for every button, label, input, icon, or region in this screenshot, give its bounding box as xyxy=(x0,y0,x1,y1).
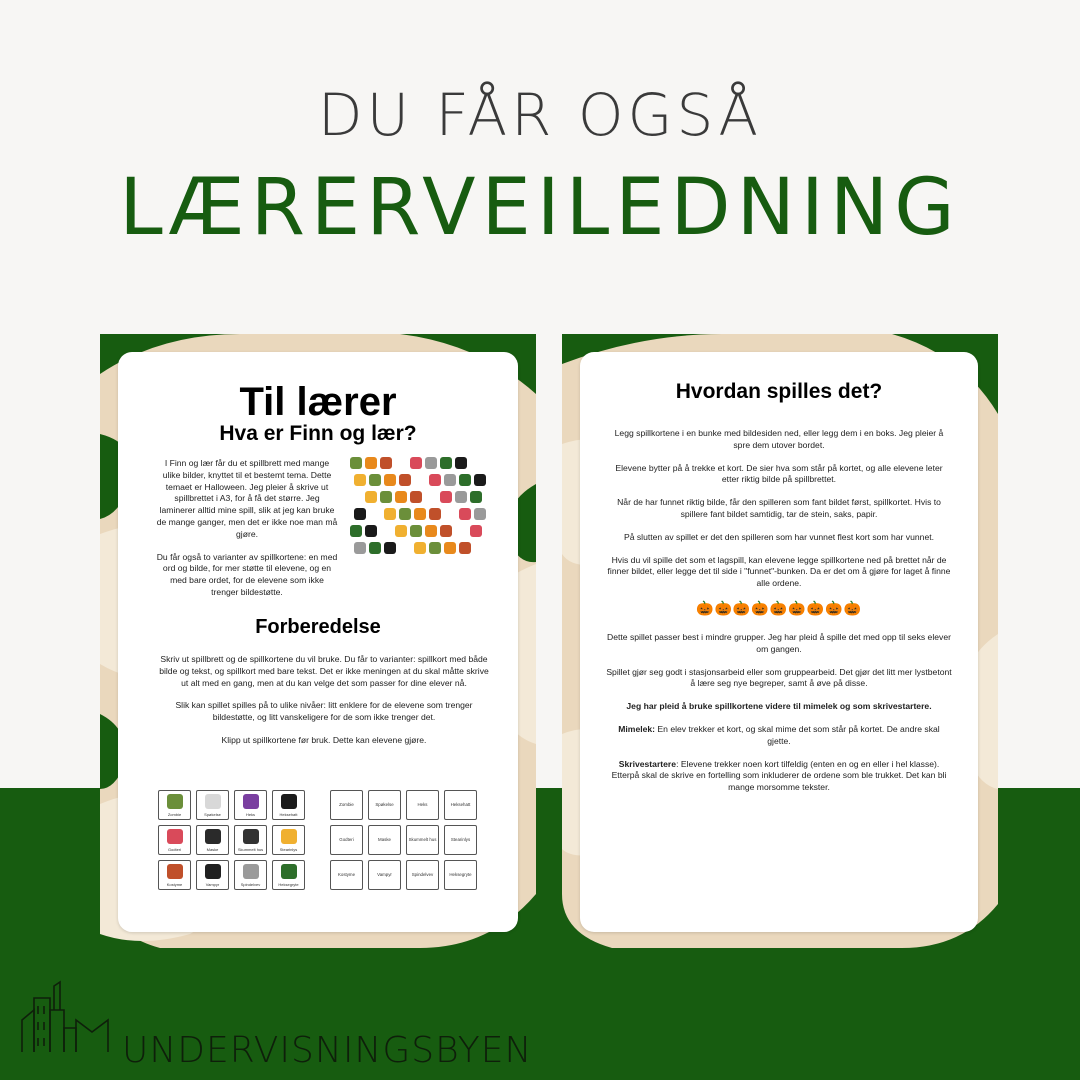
halloween-sticker-icon xyxy=(440,491,452,503)
picture-card-label: Zombie xyxy=(167,812,182,817)
candy-icon xyxy=(167,829,183,844)
halloween-sticker-icon xyxy=(354,474,366,486)
picture-card-label: Skummelt hus xyxy=(237,847,264,852)
halloween-sticker-icon xyxy=(459,474,471,486)
picture-card-label: Vampyr xyxy=(205,882,220,887)
halloween-sticker-icon xyxy=(455,457,467,469)
halloween-sticker-icon xyxy=(444,542,456,554)
picture-card xyxy=(196,825,229,855)
halloween-sticker-icon xyxy=(474,474,486,486)
prep-paragraph-2: Slik kan spillet spilles på to ulike nivåer: litt enklere for de elevene som trenger bildestøtte, og litt vanskeligere for de som ikke trenger det. xyxy=(175,700,473,723)
instruction-paragraph-3: Når de har funnet riktig bilde, får den spilleren som fant bildet først, spillkortet. Hvis to spillere fant bildet samtidig, tar de stein, saks, papir. xyxy=(617,497,941,519)
halloween-sticker-icon xyxy=(380,457,392,469)
instructions-text-bottom xyxy=(606,632,952,805)
prep-paragraph-3: Klipp ut spillkortene før bruk. Dette kan elevene gjøre. xyxy=(221,734,427,745)
picture-card xyxy=(272,825,305,855)
picture-card-label: Heks xyxy=(245,812,256,817)
halloween-sticker-icon xyxy=(440,457,452,469)
prep-paragraph-1: Skriv ut spillbrett og de spillkortene du vil bruke. Du får to varianter: spillkort med både bilde og tekst, og spillkort med bare tekst. Det er ikke meningen at du skal måtte skrive ut alt med en gang, men at du kan velge det som passer for dine elever nå. xyxy=(159,654,489,688)
halloween-sticker-icon xyxy=(474,508,486,520)
text-card-label: Stearinlys xyxy=(450,837,471,842)
intro-paragraph-1: I Finn og lær får du et spillbrett med mange ulike bilder, knyttet til et bestemt tema. Dette temaet er Halloween. Jeg pleier å skrive ut spillbrettet i A3, for å få det større. Jeg laminerer alltid mine spill, slik at jeg kan bruke de mange ganger, men det er ikke noe man må gjøre. xyxy=(156,458,338,539)
page-title-til-laerer: Til lærer xyxy=(239,380,397,424)
halloween-sticker-icon xyxy=(470,491,482,503)
text-card xyxy=(368,790,401,820)
text-card-label: Kostyme xyxy=(337,872,356,877)
text-card xyxy=(330,860,363,890)
text-card xyxy=(444,790,477,820)
halloween-sticker-icon xyxy=(365,491,377,503)
halloween-sticker-icon xyxy=(414,508,426,520)
text-card xyxy=(444,860,477,890)
text-card-label: Maske xyxy=(378,837,391,842)
halloween-sticker-icon xyxy=(384,542,396,554)
witch-icon xyxy=(243,794,259,809)
halloween-sticker-icon xyxy=(410,491,422,503)
halloween-sticker-icon xyxy=(425,525,437,537)
witch-hat-icon xyxy=(281,794,297,809)
halloween-sticker-icon xyxy=(410,457,422,469)
heading-line-1: DU FÅR OGSÅ xyxy=(317,81,763,149)
instruction-paragraph-2: Elevene bytter på å trekke et kort. De sier hva som står på kortet, og alle elevene leter etter riktig bilde på spillbrettet. xyxy=(615,462,943,485)
text-card xyxy=(406,790,439,820)
instruction-paragraph-10 xyxy=(606,759,952,794)
text-card xyxy=(406,860,439,890)
term-skrivestartere: Skrivestartere xyxy=(618,758,677,769)
halloween-sticker-icon xyxy=(440,525,452,537)
text-card xyxy=(368,825,401,855)
text-card-label: Heksehatt xyxy=(450,802,471,807)
vampire-icon xyxy=(205,864,221,879)
instruction-paragraph-6: Dette spillet passer best i mindre grupper. Jeg har pleid å spille det med opp til seks elever om gangen. xyxy=(607,632,951,654)
text-card-label: Heksegryte xyxy=(449,872,472,877)
halloween-sticker-icon xyxy=(395,491,407,503)
halloween-sticker-icon xyxy=(444,474,456,486)
halloween-sticker-icon xyxy=(399,474,411,486)
instructions-text-top xyxy=(606,428,952,601)
ghost-icon xyxy=(205,794,221,809)
intro-paragraph-2: Du får også to varianter av spillkortene: en med ord og bilde, for mer støtte til elevene, og en med bare ordet, for de elevene som ikke trenger bildestøtte. xyxy=(156,551,338,597)
halloween-sticker-icon xyxy=(455,491,467,503)
text-card xyxy=(330,790,363,820)
halloween-sticker-icon xyxy=(414,542,426,554)
halloween-sticker-icon xyxy=(365,457,377,469)
picture-card xyxy=(158,825,191,855)
picture-card xyxy=(234,790,267,820)
skrivestartere-description: : Elevene trekker noen kort tilfeldig (enten en og en eller i hel klasse). Etterpå skal de skrive en fortelling som inkluderer de ordene som ble trukket. Det kan bli mange morsomme tekster. xyxy=(611,758,947,793)
halloween-sticker-icon xyxy=(354,542,366,554)
picture-card-label: Maske xyxy=(206,847,219,852)
halloween-sticker-icon xyxy=(470,525,482,537)
text-card-label: Zombie xyxy=(339,802,354,807)
picture-card xyxy=(158,860,191,890)
halloween-sticker-icon xyxy=(354,508,366,520)
picture-card xyxy=(196,860,229,890)
picture-card-label: Godteri xyxy=(167,847,182,852)
halloween-sticker-icon xyxy=(429,474,441,486)
spiderweb-icon xyxy=(243,864,259,879)
halloween-sticker-icon xyxy=(399,508,411,520)
text-card xyxy=(330,825,363,855)
zombie-hand-icon xyxy=(167,794,183,809)
picture-card xyxy=(272,860,305,890)
picture-card xyxy=(234,825,267,855)
intro-text xyxy=(156,458,338,610)
text-card-label: Vampyr xyxy=(377,872,392,877)
halloween-sticker-icon xyxy=(459,508,471,520)
picture-card-label: Stearinlys xyxy=(279,847,298,852)
picture-card-label: Heksegryte xyxy=(278,882,299,887)
city-skyline-icon xyxy=(20,980,112,1052)
halloween-sticker-icon xyxy=(395,525,407,537)
preparation-text xyxy=(158,654,490,758)
instruction-paragraph-7: Spillet gjør seg godt i stasjonsarbeid eller som gruppearbeid. Det gjør det litt mer lystbetont å lære seg nye begreper, samt å øve på disse. xyxy=(606,666,952,689)
halloween-sticker-icon xyxy=(459,542,471,554)
picture-card xyxy=(196,790,229,820)
picture-card xyxy=(158,790,191,820)
cauldron-icon xyxy=(281,864,297,879)
card-til-laerer xyxy=(118,352,518,932)
text-card-label: Spindelvev xyxy=(411,872,434,877)
page-title-hvordan-spilles-det: Hvordan spilles det? xyxy=(675,380,883,403)
picture-card-label: Kostyme xyxy=(166,882,183,887)
halloween-sticker-icon xyxy=(365,525,377,537)
costume-icon xyxy=(167,864,183,879)
brand-name: UNDERVISNINGSBYEN xyxy=(122,1030,533,1071)
subtitle-hva-er-finn-og-laer: Hva er Finn og lær? xyxy=(219,422,417,445)
picture-card xyxy=(272,790,305,820)
instruction-paragraph-9 xyxy=(606,724,952,748)
text-card xyxy=(406,825,439,855)
picture-card xyxy=(234,860,267,890)
halloween-sticker-icon xyxy=(384,474,396,486)
preview-page-hvordan-spilles-det xyxy=(562,334,998,948)
picture-card-label: Spindelvev xyxy=(240,882,261,887)
heading-line-2: LÆRERVEILEDNING xyxy=(119,163,961,253)
card-hvordan-spilles-det xyxy=(580,352,978,932)
halloween-sticker-icon xyxy=(410,525,422,537)
pumpkin-divider-icon: 🎃🎃🎃🎃🎃🎃🎃🎃🎃 xyxy=(696,600,862,616)
mimelek-description: En elev trekker et kort, og skal mime det som står på kortet. De andre skal gjette. xyxy=(655,723,940,746)
preview-page-til-laerer xyxy=(100,334,536,948)
text-card-label: Godteri xyxy=(339,837,354,842)
halloween-sticker-icon xyxy=(425,457,437,469)
candle-icon xyxy=(281,829,297,844)
instruction-paragraph-4: På slutten av spillet er det den spilleren som har vunnet flest kort som har vunnet. xyxy=(623,531,934,542)
mask-icon xyxy=(205,829,221,844)
halloween-sticker-icon xyxy=(380,491,392,503)
picture-card-label: Heksehatt xyxy=(279,812,298,817)
text-card xyxy=(368,860,401,890)
text-card-label: Skummelt hus xyxy=(408,837,437,842)
instruction-paragraph-8: Jeg har pleid å bruke spillkortene videre til mimelek og som skrivestartere. xyxy=(626,701,932,712)
picture-card-samples xyxy=(158,790,305,890)
game-board-preview-image xyxy=(350,457,492,561)
haunted-house-icon xyxy=(243,829,259,844)
term-mimelek: Mimelek: xyxy=(618,723,656,734)
text-card xyxy=(444,825,477,855)
text-card-label: Spøkelse xyxy=(375,802,394,807)
halloween-sticker-icon xyxy=(384,508,396,520)
halloween-sticker-icon xyxy=(369,474,381,486)
halloween-sticker-icon xyxy=(429,508,441,520)
text-card-label: Heks xyxy=(417,802,428,807)
halloween-sticker-icon xyxy=(350,457,362,469)
instruction-paragraph-1: Legg spillkortene i en bunke med bildesiden ned, eller legg dem i en boks. Jeg pleier å spre dem utover bordet. xyxy=(614,428,944,450)
halloween-sticker-icon xyxy=(429,542,441,554)
halloween-sticker-icon xyxy=(369,542,381,554)
instruction-paragraph-5: Hvis du vil spille det som et lagspill, kan elevene legge spillkortene ned på brettet når de finner bildet, eller legge det til side i "funnet"-bunken. Da er det om å gjøre for laget å finne alle ordene. xyxy=(607,554,951,589)
section-title-forberedelse: Forberedelse xyxy=(255,616,381,638)
picture-card-label: Spøkelse xyxy=(204,812,221,817)
halloween-sticker-icon xyxy=(350,525,362,537)
text-card-samples xyxy=(330,790,477,890)
